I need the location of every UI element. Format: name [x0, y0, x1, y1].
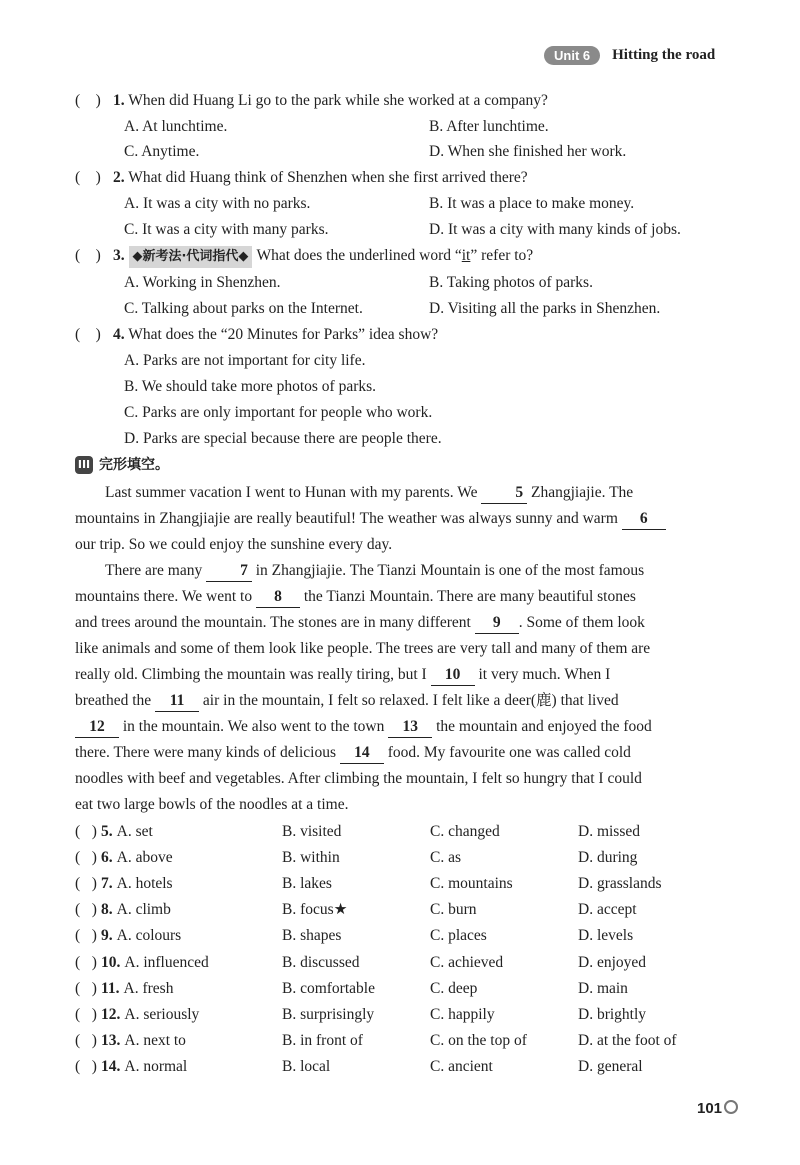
option-d: D. accept: [578, 901, 637, 919]
option-c: C. changed: [430, 823, 500, 840]
passage-line: mountains there. We went to 8 the Tianzi Mountain. There are many beautiful stones: [75, 584, 736, 610]
answer-paren[interactable]: ( ): [75, 875, 97, 893]
option-2b: B. It was a place to make money.: [429, 195, 635, 212]
answer-paren[interactable]: ( ): [75, 326, 101, 343]
option-b: B. surprisingly: [282, 1005, 375, 1023]
passage-line: like animals and some of them look like people. The trees are very tall and many of them are: [75, 640, 651, 657]
answer-paren[interactable]: ( ): [75, 169, 101, 186]
option-a: A. next to: [124, 1031, 186, 1049]
option-4b: B. We should take more photos of parks.: [124, 378, 377, 395]
passage-line: our trip. So we could enjoy the sunshine every day.: [75, 536, 393, 553]
option-d: D. brightly: [578, 1005, 647, 1023]
answer-paren[interactable]: ( ): [75, 927, 97, 945]
option-c: C. happily: [430, 1005, 495, 1023]
option-a: A. fresh: [123, 979, 174, 997]
cloze-question-row: ( ) 14. A. normal B. local C. ancient D. general: [75, 1056, 775, 1078]
option-b: B. visited: [282, 823, 342, 840]
option-a: A. set: [116, 823, 153, 840]
section-title: 完形填空。: [99, 457, 169, 473]
answer-paren[interactable]: ( ): [75, 849, 97, 867]
option-2a: A. It was a city with no parks.: [124, 195, 311, 212]
option-3d: D. Visiting all the parks in Shenzhen.: [429, 300, 661, 317]
option-c: C. mountains: [430, 875, 513, 893]
option-b: B. in front of: [282, 1031, 363, 1049]
option-b: B. focus★: [282, 901, 348, 919]
passage-line: noodles with beef and vegetables. After climbing the mountain, I felt so hungry that I could: [75, 770, 642, 787]
blank-5[interactable]: 5: [481, 483, 527, 504]
passage-line: there. There were many kinds of delicious 14 food. My favourite one was called cold: [75, 740, 736, 766]
option-4c: C. Parks are only important for people who work.: [124, 404, 433, 421]
question-tag: ◆新考法·代词指代◆: [129, 246, 253, 268]
option-1b: B. After lunchtime.: [429, 118, 549, 135]
cloze-question-row: ( ) 10. A. influenced B. discussed C. achieved D. enjoyed: [75, 952, 775, 974]
option-a: A. hotels: [116, 875, 173, 893]
answer-paren[interactable]: ( ): [75, 823, 97, 840]
option-c: C. burn: [430, 901, 477, 919]
option-c: C. ancient: [430, 1057, 493, 1075]
blank-6[interactable]: 6: [622, 509, 666, 530]
option-b: B. discussed: [282, 953, 360, 971]
answer-paren[interactable]: ( ): [75, 1005, 97, 1023]
cloze-question-row: ( ) 9. A. colours B. shapes C. places D. levels: [75, 925, 775, 947]
passage-line: and trees around the mountain. The stones are in many different 9 . Some of them look: [75, 610, 736, 636]
question-4: ( ) 4. What does the “20 Minutes for Parks” idea show?: [75, 324, 438, 346]
cloze-question-row: ( ) 11. A. fresh B. comfortable C. deep D. main: [75, 978, 775, 1000]
option-d: D. at the foot of: [578, 1031, 677, 1049]
option-4a: A. Parks are not important for city life.: [124, 352, 366, 369]
page-number: 101: [697, 1100, 738, 1117]
option-a: A. climb: [116, 901, 171, 919]
option-a: A. influenced: [124, 953, 209, 971]
cloze-question-row: ( ) 13. A. next to B. in front of C. on the top of D. at the foot of: [75, 1030, 775, 1052]
cloze-question-row: ( ) 7. A. hotels B. lakes C. mountains D. grasslands: [75, 873, 775, 895]
option-a: A. normal: [124, 1057, 188, 1075]
cloze-question-row: ( ) 8. A. climb B. focus★ C. burn D. accept: [75, 899, 775, 921]
unit-title: Hitting the road: [612, 46, 716, 63]
page-marker-icon: [724, 1100, 738, 1114]
passage-line: There are many 7 in Zhangjiajie. The Tianzi Mountain is one of the most famous: [75, 558, 736, 584]
passage-line: breathed the 11 air in the mountain, I felt so relaxed. I felt like a deer(鹿) that lived: [75, 688, 736, 714]
option-2d: D. It was a city with many kinds of jobs.: [429, 221, 681, 238]
blank-8[interactable]: 8: [256, 587, 300, 608]
blank-11[interactable]: 11: [155, 691, 199, 712]
blank-14[interactable]: 14: [340, 743, 384, 764]
passage-line: Last summer vacation I went to Hunan with my parents. We 5 Zhangjiajie. The: [75, 480, 736, 506]
unit-badge: Unit 6: [544, 46, 600, 65]
option-b: B. within: [282, 849, 340, 867]
option-1c: C. Anytime.: [124, 143, 200, 160]
option-c: C. achieved: [430, 953, 504, 971]
passage-line: mountains in Zhangjiajie are really beautiful! The weather was always sunny and warm 6: [75, 506, 736, 532]
option-1a: A. At lunchtime.: [124, 118, 228, 135]
option-d: D. during: [578, 849, 638, 867]
option-d: D. main: [578, 979, 628, 997]
question-3: ( ) 3. ◆新考法·代词指代◆ What does the underlined word “it” refer to?: [75, 245, 533, 267]
option-c: C. on the top of: [430, 1031, 527, 1049]
option-b: B. lakes: [282, 875, 332, 893]
option-c: C. deep: [430, 979, 478, 997]
answer-paren[interactable]: ( ): [75, 1057, 97, 1075]
answer-paren[interactable]: ( ): [75, 953, 97, 971]
blank-7[interactable]: 7: [206, 561, 252, 582]
option-a: A. seriously: [124, 1005, 200, 1023]
option-a: A. colours: [116, 927, 182, 945]
option-3b: B. Taking photos of parks.: [429, 274, 593, 291]
option-c: C. as: [430, 849, 461, 867]
option-d: D. levels: [578, 927, 634, 945]
option-2c: C. It was a city with many parks.: [124, 221, 329, 238]
section-heading: [75, 454, 169, 476]
page-header: [544, 44, 715, 66]
passage-line: really old. Climbing the mountain was really tiring, but I 10 it very much. When I: [75, 662, 736, 688]
underlined-word: it: [461, 247, 471, 264]
blank-12[interactable]: 12: [75, 717, 119, 738]
option-3a: A. Working in Shenzhen.: [124, 274, 281, 291]
answer-paren[interactable]: ( ): [75, 92, 101, 109]
passage-line: eat two large bowls of the noodles at a time.: [75, 796, 349, 813]
option-d: D. missed: [578, 823, 640, 840]
cloze-question-row: ( ) 6. A. above B. within C. as D. during: [75, 847, 775, 869]
blank-10[interactable]: 10: [431, 665, 475, 686]
option-4d: D. Parks are special because there are people there.: [124, 430, 442, 447]
answer-paren[interactable]: ( ): [75, 247, 101, 264]
option-b: B. comfortable: [282, 979, 375, 997]
blank-13[interactable]: 13: [388, 717, 432, 738]
option-b: B. local: [282, 1057, 331, 1075]
passage-line: 12 in the mountain. We also went to the town 13 the mountain and enjoyed the food: [75, 714, 736, 740]
option-3c: C. Talking about parks on the Internet.: [124, 300, 363, 317]
answer-paren[interactable]: ( ): [75, 979, 97, 997]
answer-paren[interactable]: ( ): [75, 1031, 97, 1049]
option-a: A. above: [116, 849, 173, 867]
cloze-question-row: ( ) 12. A. seriously B. surprisingly C. happily D. brightly: [75, 1004, 775, 1026]
option-b: B. shapes: [282, 927, 342, 945]
option-d: D. general: [578, 1057, 643, 1075]
section-number-icon: III: [75, 456, 93, 474]
question-2: ( ) 2. What did Huang think of Shenzhen when she first arrived there?: [75, 167, 528, 189]
option-1d: D. When she finished her work.: [429, 143, 627, 160]
blank-9[interactable]: 9: [475, 613, 519, 634]
question-1: ( ) 1. When did Huang Li go to the park while she worked at a company?: [75, 90, 548, 112]
option-d: D. enjoyed: [578, 953, 647, 971]
option-c: C. places: [430, 927, 487, 945]
option-d: D. grasslands: [578, 875, 662, 893]
answer-paren[interactable]: ( ): [75, 901, 97, 919]
cloze-question-row: ( ) 5. A. set B. visited C. changed D. missed: [75, 821, 775, 843]
